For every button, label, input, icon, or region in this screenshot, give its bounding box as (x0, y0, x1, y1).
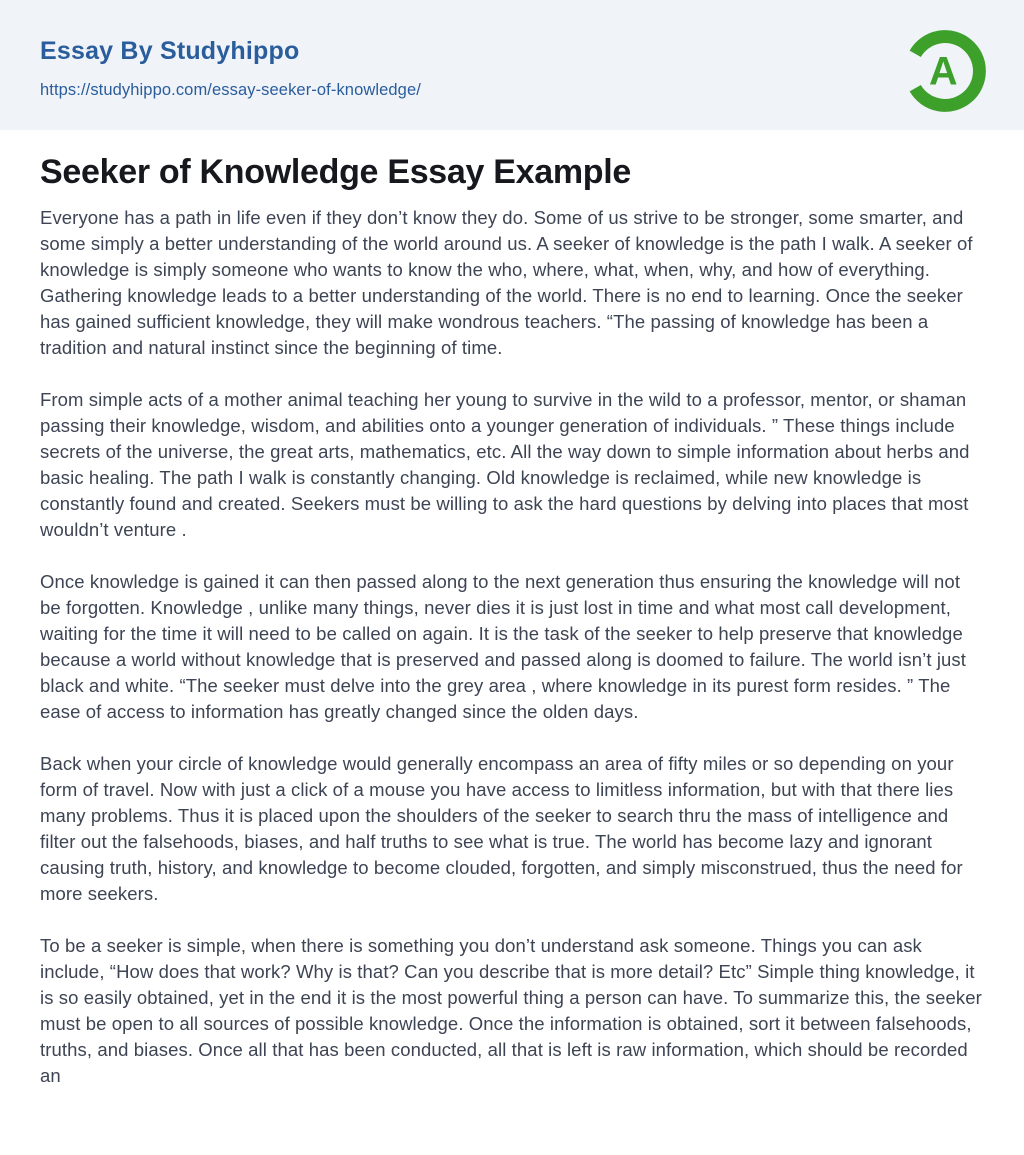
essay-paragraph: Once knowledge is gained it can then passed along to the next generation thus ensuring the knowledge will not be forgotten. Knowledge , unlike many things, never dies it is just lost in time and what most call development, waiting for the time it will need to be called on again. It is the task of the seeker to help preserve that knowledge because a world without knowledge that is preserved and passed along is doomed to failure. The world isn’t just black and white. “The seeker must delve into the grey area , where knowledge in its purest form resides. ” The ease of access to information has greatly changed since the olden days. (40, 571, 967, 723)
page-title: Seeker of Knowledge Essay Example (40, 153, 632, 191)
source-url-link[interactable]: https://studyhippo.com/essay-seeker-of-knowledge/ (40, 81, 421, 99)
essay-content (0, 153, 1024, 1155)
essay-paragraph: From simple acts of a mother animal teaching her young to survive in the wild to a professor, mentor, or shaman passing their knowledge, wisdom, and abilities onto a younger generation of individuals. ” These things include secrets of the universe, the great arts, mathematics, etc. All the way down to simple information about herbs and basic healing. The path I walk is constantly changing. Old knowledge is reclaimed, while new knowledge is constantly found and created. Seekers must be willing to ask the hard questions by delving into places that most wouldn’t venture . (40, 389, 970, 541)
header (0, 0, 1024, 130)
essay-paragraph: To be a seeker is simple, when there is something you don’t understand ask someone. Things you can ask include, “How does that work? Why is that? Can you describe that is more detail? Etc” Simple thing knowledge, it is so easily obtained, yet in the end it is the most powerful thing a person can have. To summarize this, the seeker must be open to all sources of possible knowledge. Once the information is obtained, sort it between falsehoods, truths, and biases. Once all that has been conducted, all that is left is raw information, which should be recorded an (40, 935, 982, 1087)
studyhippo-logo-icon (902, 28, 988, 114)
logo-letter: A (928, 49, 958, 94)
site-title: Essay By Studyhippo (40, 37, 300, 65)
essay-paragraph: Everyone has a path in life even if they don’t know they do. Some of us strive to be stronger, some smarter, and some simply a better understanding of the world around us. A seeker of knowledge is the path I walk. A seeker of knowledge is simply someone who wants to know the who, where, what, when, why, and how of everything. Gathering knowledge leads to a better understanding of the world. There is no end to learning. Once the seeker has gained sufficient knowledge, they will make wondrous teachers. “The passing of knowledge has been a tradition and natural instinct since the beginning of time. (40, 207, 973, 359)
header-left (40, 26, 421, 100)
essay-paragraph: Back when your circle of knowledge would generally encompass an area of fifty miles or so depending on your form of travel. Now with just a click of a mouse you have access to limitless information, but with that there lies many problems. Thus it is placed upon the shoulders of the seeker to search thru the mass of intelligence and filter out the falsehoods, biases, and half truths to see what is true. The world has become lazy and ignorant causing truth, history, and knowledge to become clouded, forgotten, and simply misconstrued, thus the need for more seekers. (40, 753, 963, 905)
